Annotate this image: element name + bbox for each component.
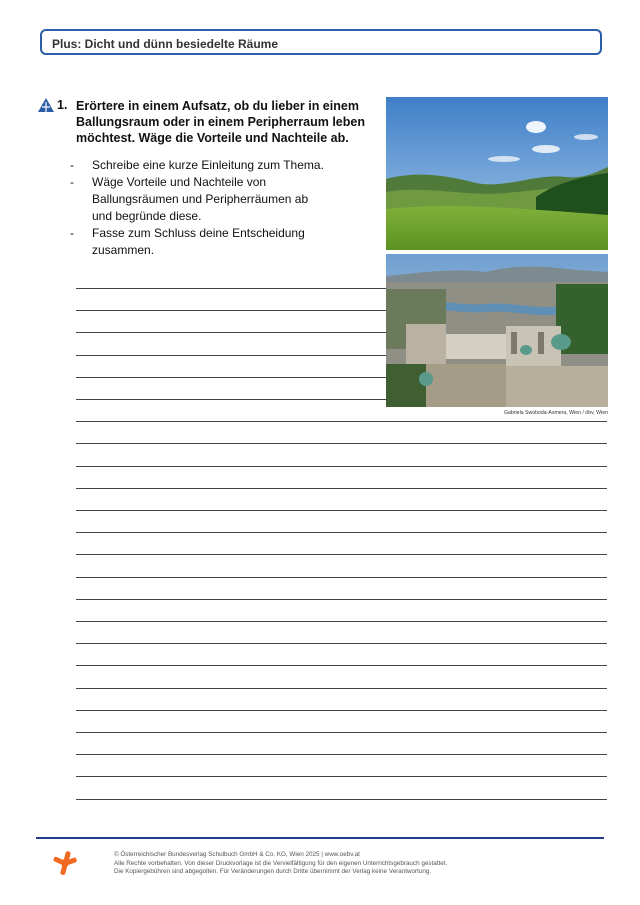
writing-line — [76, 776, 607, 777]
blue-triangle-level-icon — [38, 98, 54, 112]
writing-line — [76, 577, 607, 578]
writing-line — [76, 488, 607, 489]
footer-line: © Österreichischer Bundesverlag Schulbuch GmbH & Co. KG, Wien 2025 | www.oebv.at — [114, 851, 360, 858]
writing-line — [76, 399, 386, 400]
footer-line: Alle Rechte vorbehalten. Von dieser Druckvorlage ist die Vervielfältigung für den eigenen Unterrichtsgebrauch gestattet. — [114, 859, 448, 867]
bullet-item — [70, 157, 370, 174]
writing-line — [76, 554, 607, 555]
section-header — [40, 29, 602, 55]
task-prompt: Erörtere in einem Aufsatz, ob du lieber in einem Ballungsraum oder in einem Peripherraum leben möchtest. Wäge die Vorteile und Nachteile ab. — [76, 99, 365, 145]
writing-line — [76, 466, 607, 467]
photo-credit: Gabriela Swoboda-Asmera, Wien / öbv, Wien — [504, 410, 608, 416]
writing-line — [76, 599, 607, 600]
bullet-text: Wäge Vorteile und Nachteile von Ballungsräumen und Peripherräumen ab und begründe diese. — [92, 175, 309, 223]
writing-line — [76, 643, 607, 644]
writing-line — [76, 421, 607, 422]
writing-line — [76, 710, 607, 711]
writing-line — [76, 732, 607, 733]
footer-copyright — [114, 851, 594, 877]
writing-line — [76, 688, 607, 689]
bullet-dash: - — [70, 175, 74, 189]
writing-line — [76, 532, 607, 533]
footer-line: Die Kopiergebühren sind abgegolten. Für Veränderungen durch Dritte übernimmt der Verlag keine Verantwortung. — [114, 868, 432, 875]
bullet-text: Schreibe eine kurze Einleitung zum Thema. — [92, 158, 324, 172]
writing-line — [76, 443, 607, 444]
writing-line — [76, 355, 386, 356]
bullet-dash: - — [70, 158, 74, 172]
footer-rule — [36, 837, 604, 839]
writing-line — [76, 799, 607, 800]
bullet-item — [70, 225, 370, 259]
writing-line — [76, 665, 607, 666]
writing-line — [76, 377, 386, 378]
writing-line — [76, 310, 386, 311]
task-number: 1. — [57, 98, 68, 112]
bullet-item — [70, 174, 370, 225]
bullet-text: Fasse zum Schluss deine Entscheidung zusammen. — [92, 226, 305, 257]
writing-line — [76, 332, 386, 333]
city-aerial-photo — [386, 254, 608, 407]
writing-line — [76, 288, 386, 289]
bullet-dash: - — [70, 226, 74, 240]
bullet-list — [70, 157, 370, 259]
section-title: Plus: Dicht und dünn besiedelte Räume — [52, 37, 279, 51]
rural-landscape-photo — [386, 97, 608, 250]
writing-line — [76, 754, 607, 755]
writing-line — [76, 621, 607, 622]
writing-line — [76, 510, 607, 511]
oebv-logo-icon — [52, 850, 78, 876]
